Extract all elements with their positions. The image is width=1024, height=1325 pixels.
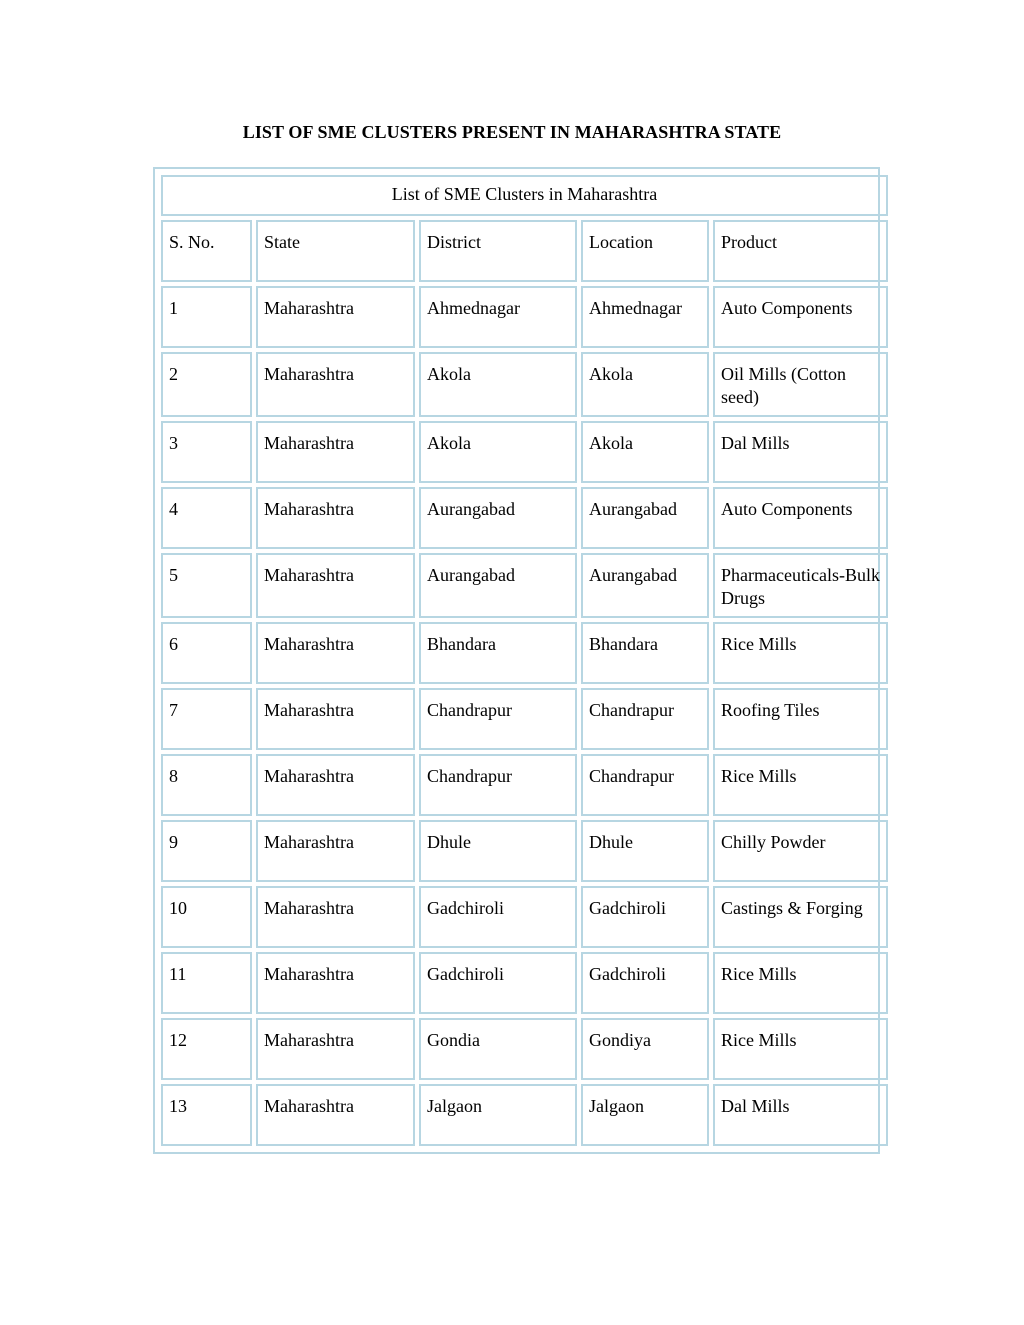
clusters-table-frame [153,167,880,1154]
cell-sno: 6 [161,622,252,684]
cell-location: Aurangabad [581,553,709,618]
header-row [161,220,888,282]
cell-location: Akola [581,352,709,417]
cell-product: Rice Mills [713,622,888,684]
cell-state: Maharashtra [256,622,415,684]
cell-location: Bhandara [581,622,709,684]
cell-state: Maharashtra [256,952,415,1014]
cell-sno: 7 [161,688,252,750]
cell-state: Maharashtra [256,1018,415,1080]
cell-product: Auto Components [713,487,888,549]
table-row [161,754,888,816]
cell-district: Gondia [419,1018,577,1080]
cell-product: Rice Mills [713,1018,888,1080]
cell-sno: 13 [161,1084,252,1146]
cell-sno: 12 [161,1018,252,1080]
cell-sno: 11 [161,952,252,1014]
cell-product: Auto Components [713,286,888,348]
cell-district: Akola [419,421,577,483]
cell-product: Dal Mills [713,1084,888,1146]
cell-district: Jalgaon [419,1084,577,1146]
cell-district: Gadchiroli [419,952,577,1014]
cell-state: Maharashtra [256,487,415,549]
cell-sno: 10 [161,886,252,948]
cell-district: Chandrapur [419,754,577,816]
cell-district: Aurangabad [419,487,577,549]
cell-location: Jalgaon [581,1084,709,1146]
cell-product: Rice Mills [713,952,888,1014]
header-sno: S. No. [161,220,252,282]
table-row [161,352,888,417]
cell-location: Akola [581,421,709,483]
cell-state: Maharashtra [256,286,415,348]
cell-state: Maharashtra [256,553,415,618]
cell-state: Maharashtra [256,820,415,882]
page-title: LIST OF SME CLUSTERS PRESENT IN MAHARASHTRA STATE [242,122,782,142]
table-row [161,688,888,750]
table-row [161,622,888,684]
cell-state: Maharashtra [256,886,415,948]
cell-state: Maharashtra [256,352,415,417]
cell-sno: 5 [161,553,252,618]
cell-district: Gadchiroli [419,886,577,948]
header-product: Product [713,220,888,282]
table-row [161,286,888,348]
clusters-table [157,171,892,1150]
cell-location: Chandrapur [581,688,709,750]
table-row [161,886,888,948]
caption-row [161,175,888,216]
cell-sno: 8 [161,754,252,816]
cell-location: Gadchiroli [581,886,709,948]
header-state: State [256,220,415,282]
table-row [161,1084,888,1146]
cell-product: Chilly Powder [713,820,888,882]
cell-location: Gondiya [581,1018,709,1080]
table-row [161,487,888,549]
table-row [161,952,888,1014]
cell-sno: 2 [161,352,252,417]
cell-sno: 4 [161,487,252,549]
cell-district: Aurangabad [419,553,577,618]
table-row [161,1018,888,1080]
cell-district: Akola [419,352,577,417]
cell-product: Castings & Forging [713,886,888,948]
cell-district: Bhandara [419,622,577,684]
cell-state: Maharashtra [256,688,415,750]
table-body [161,175,888,1146]
cell-district: Ahmednagar [419,286,577,348]
header-district: District [419,220,577,282]
header-location: Location [581,220,709,282]
table-row [161,421,888,483]
cell-product: Pharmaceuticals-Bulk Drugs [713,553,888,618]
cell-location: Dhule [581,820,709,882]
table-row [161,553,888,618]
cell-location: Ahmednagar [581,286,709,348]
cell-sno: 1 [161,286,252,348]
cell-state: Maharashtra [256,421,415,483]
table-caption: List of SME Clusters in Maharashtra [161,175,888,216]
cell-sno: 3 [161,421,252,483]
cell-location: Gadchiroli [581,952,709,1014]
cell-state: Maharashtra [256,1084,415,1146]
cell-state: Maharashtra [256,754,415,816]
cell-product: Roofing Tiles [713,688,888,750]
cell-product: Dal Mills [713,421,888,483]
cell-location: Aurangabad [581,487,709,549]
cell-district: Chandrapur [419,688,577,750]
table-row [161,820,888,882]
cell-location: Chandrapur [581,754,709,816]
cell-product: Rice Mills [713,754,888,816]
cell-sno: 9 [161,820,252,882]
cell-district: Dhule [419,820,577,882]
cell-product: Oil Mills (Cotton seed) [713,352,888,417]
